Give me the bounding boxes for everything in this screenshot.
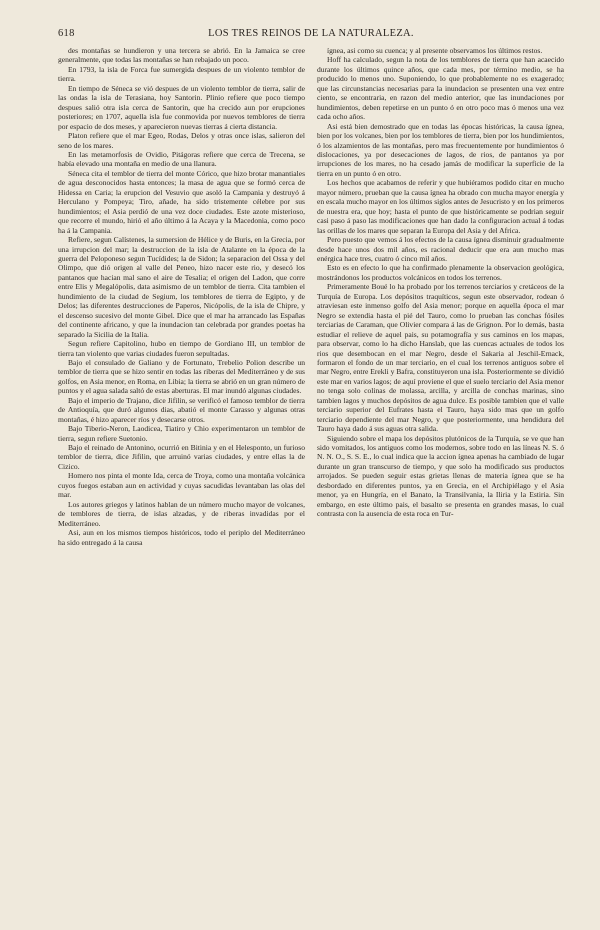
paragraph: En tiempo de Séneca se vió despues de un violento temblor de tierra, salir de las ondas la isla de Terasiana, hoy Santorin. Plinio refiere que poco tiempo despues salió otra isla cerca de Santorin, que ha crecido aun por erupciones posteriores; en 1707, aquella isla fue conmovida por nuevos temblores de tierra por espacio de dos meses, y aparecieron nuevas tierras á cierta distancia. bbox=[58, 83, 305, 131]
paragraph: Bajo Tiberio-Neron, Laodicea, Tiatiro y Chio experimentaron un temblor de tierra, segun refiere Suetonio. bbox=[58, 424, 305, 443]
page-number: 618 bbox=[58, 28, 75, 39]
paragraph: ígnea, asi como su cuenca; y al presente observamos los últimos restos. bbox=[327, 46, 543, 55]
paragraph: Refiere, segun Calístenes, la sumersion de Hélice y de Buris, en la Grecia, por una irrupcion del mar; la destruccion de la isla de Atalante en la época de la guerra del Peloponeso segun Tucídides; la de Sidon; la separacion del Ossa y del Olimpo, que dió origen al valle del Peneo, hizo nacer este rio, y desecó los pantanos que hacian mal sano el aire de Tesalia; el origen del Ladon, que corre entre Elis y Megalópolis, data asimismo de un temblor de tierra. Cita tambien el hundimiento de la ciudad de Segium, los temblores de tierra de Egipto, y de Delos; las diferentes destrucciones de Paperos, Nicópolis, de la isla de Chipre, y el descenso sucesivo del monte Gibel. Dice que el mar ha arrancado las Españas del continente africano, y que la inundacion tan celebrada por grandes poetas ha separado la Sicilia de la Italia. bbox=[58, 235, 305, 339]
left-column bbox=[58, 46, 305, 914]
paragraph: Asi, aun en los mismos tiempos históricos, todo el periplo del Mediterráneo ha sido entregado á la causa bbox=[58, 528, 305, 547]
paragraph: Séneca cita el temblor de tierra del monte Córico, que hizo brotar manantiales de agua desconocidos hasta entonces; la masa de agua que se formó cerca de Hidessa en Caria; la erupcion del Vesuvio que asoló la Campania y destruyó á Herculano y Pompeya; Tiro, añade, ha sido tristemente célebre por sus hundimientos; el Asia perdió de una vez doce ciudades. Este azote misterioso, que recorre el mundo, hirió el año último á la Acaya y la Macedonia, como poco ha á la Campania. bbox=[58, 168, 305, 235]
paragraph: Bajo el imperio de Trajano, dice Jifilin, se verificó el famoso temblor de tierra de Antioquía, que duró algunos dias, abatió el monte Carasso y algunas otras montañas, é hizo aparecer ríos y desecarse otros. bbox=[58, 395, 305, 424]
right-column bbox=[317, 46, 564, 914]
text-columns bbox=[58, 46, 564, 914]
paragraph: Primeramente Boué lo ha probado por los terrenos terciarios y cretáceos de la Turquía de Europa. Los depósitos traquíticos, segun este observador, rodean ó atraviesan este inmenso golfo del Asia menor; porque en aquella época el mar Negro se extendia hasta el pié del Tauro, como lo prueban las conchas fósiles terciarias de Caraman, que Olivier compara á las de Grignon. Por lo demás, basta estudiar el relieve de aquel pais, su potamografía y sus caminos en los mapas, para observar, como lo ha dicho Hanslab, que las cuencas actuales de todos los rios que desembocan en el mar Negro, desde el Sakaria al Jeschil-Ernack, formaron el fondo de un mar terciario, en el cual los terrenos antiguos sobre el mar Negro, entre Erekli y Bafra, constituyeron una isla. Posteriormente se dividió este mar en varios lagos; de aquí proviene el que el suelo terciario del Asia menor no tenga solo colinas de molassa, arcilla, y arcilla de conchas marinas, sino tambien lagos y muchos depósitos de agua dulce. Es posible tambien que el valle terciario superior del Eufrates hasta el Tauro, haya sido mas que un golfo terciario dependiente del mar Negro, y que posteriormente, una hendidura del Tauro haya dado á sus aguas otra salida. bbox=[317, 282, 564, 434]
paragraph: Hoff ha calculado, segun la nota de los temblores de tierra que han acaecido durante los últimos quince años, que cada mes, por término medio, se ha producido lo menos uno. Suponiendo, lo que probablemente no es exagerado; que las circunstancias necesarias para la inundacion se presenten una vez entre ciento, se encontraria, en razon del medio anterior, que las inundaciones por hundimientos, deben repetirse en un punto ó en otro poco mas ó menos una vez cada ocho años. bbox=[317, 55, 564, 122]
paragraph: Bajo el reinado de Antonino, ocurrió en Bitinia y en el Helesponto, un furioso temblor de tierra, dice Jifilin, que arruinó varias ciudades, y entre ellas la de Cizico. bbox=[58, 443, 305, 471]
running-title: LOS TRES REINOS DE LA NATURALEZA. bbox=[208, 28, 414, 39]
paragraph: Platon refiere que el mar Egeo, Rodas, Delos y otras once islas, salieron del seno de los mares. bbox=[58, 131, 305, 150]
paragraph: Los hechos que acabamos de referir y que hubiéramos podido citar en mucho mayor número, prueban que la causa ígnea ha obrado con mucha mayor energía y en escala mucho mayor en los últimos siglos antes de Jesucristo y en los primeros de nuestra era, que hoy; hasta el punto de que históricamente se podrian seguir casi paso á paso las modificaciones que han dado la configuracion actual á todas las orillas de los mares que separan la Europa del Asia y del Africa. bbox=[317, 178, 564, 235]
paragraph: Segun refiere Capitolino, hubo en tiempo de Gordiano III, un temblor de tierra tan violento que varias ciudades fueron sepultadas. bbox=[58, 339, 305, 358]
paragraph: Homero nos pinta el monte Ida, cerca de Troya, como una montaña volcánica cuyos fuegos estaban aun en actividad y cuyas sacudidas levantaban las olas del mar. bbox=[58, 471, 305, 500]
paragraph: En las metamorfosis de Ovidio, Pitágoras refiere que cerca de Trecena, se había elevado una montaña en medio de una llanura. bbox=[58, 149, 305, 169]
paragraph: Bajo el consulado de Galiano y de Fortunato, Trebelio Polion describe un temblor de tierra que se hizo sentir en todas las riberas del Mediterráneo y de sus golfos, en Asia menor, en Roma, en Libia; la tierra se abrió en un gran número de puntos y el agua salada saltó de estas aberturas. El mar inundó algunas ciudades. bbox=[58, 357, 305, 396]
running-header bbox=[58, 28, 564, 42]
paragraph: Siguiendo sobre el mapa los depósitos plutónicos de la Turquía, se ve que han sido vomitados, los antiguos como los modernos, sobre todo en las líneas N. S. ó N. N. O., S. S. E., lo cual indica que la accion ígnea apenas ha cambiado de lugar durante un gran transcurso de tiempo, y que solo ha modificado sus productos arrojados. Se pueden seguir estas grietas llenas de materia ígnea que se ha desbordado en diferentes puntos, ya en Grecia, en el Archipiélago y el Asia menor, ya en Hungría, en el Banato, la Transilvania, la Iliria y la Estiria. Sin embargo, en este último pais, el basalto se presenta en grandes masas, lo cual contrasta con la ausencia de esta roca en Tur- bbox=[317, 433, 564, 519]
paragraph: Asi está bien demostrado que en todas las épocas históricas, la causa ígnea, bien por los volcanes, bien por los temblores de tierra, bien por los hundimientos, ó los alzamientos de las montañas, pero mas frecuentemente por hundimientos ó dislocaciones, ya por desecaciones de lagos, de rios, de pantanos ya por irrupciones de los mares, no ha cesado jamás de modificar la superficie de la tierra en un punto ó en otro. bbox=[317, 121, 564, 178]
paragraph: des montañas se hundieron y una tercera se abrió. En la Jamaica se cree generalmente, que todas las montañas se han rebajado un poco. bbox=[58, 46, 305, 65]
paragraph: Esto es en efecto lo que ha confirmado plenamente la observacion geológica, mostrándonos los productos volcánicos en todos los terrenos. bbox=[317, 263, 564, 282]
paragraph: Pero puesto que vemos á los efectos de la causa ígnea disminuir gradualmente desde hace unos dos mil años, es racional deducir que era aun mucho mas enérgica hace tres, cuatro ó cinco mil años. bbox=[317, 235, 564, 263]
paragraph: En 1793, la isla de Forca fue sumergida despues de un violento temblor de tierra. bbox=[58, 64, 305, 84]
paragraph: Los autores griegos y latinos hablan de un número mucho mayor de volcanes, de temblores de tierra, de islas alzadas, y de riberas invadidas por el Mediterráneo. bbox=[58, 499, 305, 528]
